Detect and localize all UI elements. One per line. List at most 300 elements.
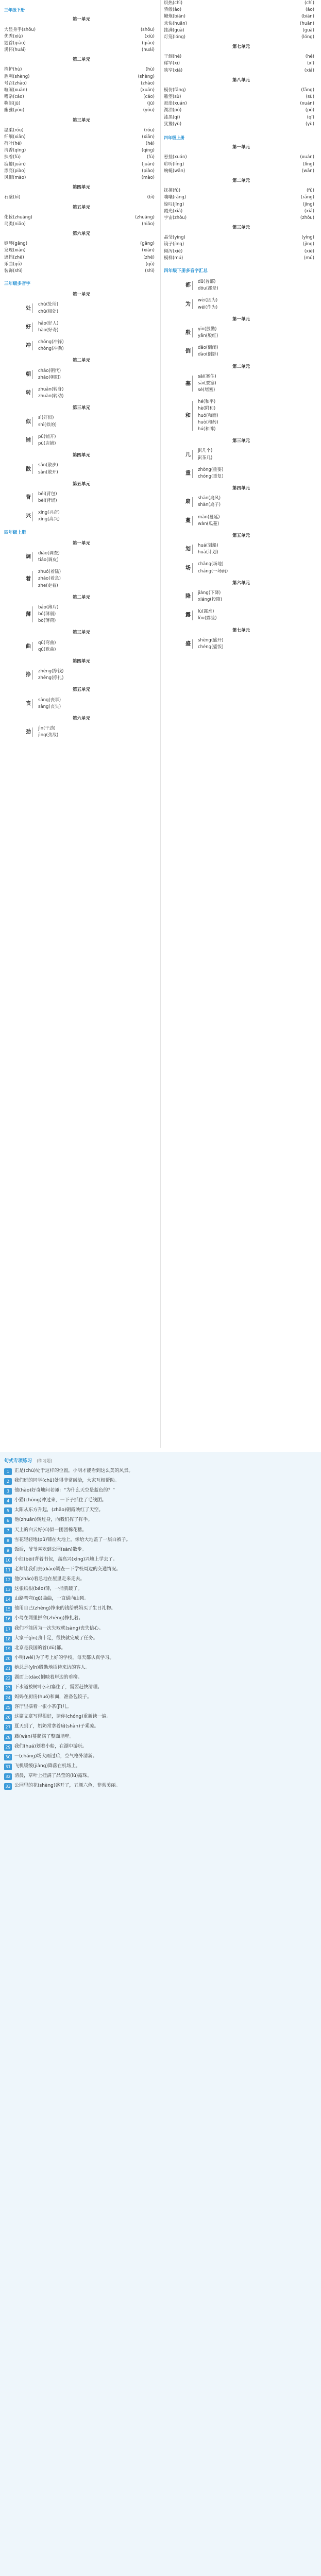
word-row [164,194,318,201]
sentence-number: 23 [4,1685,12,1691]
polyphone-readings [38,415,159,428]
word-item: 悬崖(xuán) [164,101,187,107]
polyphone-group [164,374,318,394]
unit-title: 第六单元 [72,231,90,237]
polyphone-readings [198,279,318,292]
polyphone-group [164,590,318,603]
sentence-number: 10 [4,1557,12,1564]
word-item: 漆黑(qī) [164,114,180,120]
polyphone-reading: zhèng(挣钱) [38,669,64,674]
word-row [164,248,318,255]
polyphone-group [164,637,318,651]
sentence-text: 夏天到了，奶奶常拿着扇(shàn)子乘凉。 [14,1724,99,1730]
sentence-item [4,1546,314,1554]
polyphone-char: 处 [26,305,31,311]
sentence-item [4,1634,314,1643]
word-row [4,194,159,201]
unit-title: 第八单元 [232,77,250,83]
sentence-text: 雪花轻轻地(pū)铺在大地上，像给大地盖了一层白被子。 [14,1537,131,1543]
polyphone-reading: pù(店铺) [38,440,56,446]
unit-title: 第三单元 [72,117,90,123]
word-item: 骄傲(ào) [164,7,182,13]
unit-title: 第一单元 [72,292,90,298]
word-row [4,107,159,114]
polyphone-reading: wèi(因为) [198,298,218,303]
polyphone-reading: hào(好奇) [38,327,59,333]
polyphone-group [164,467,318,480]
sentence-item [4,1477,314,1485]
word-row [4,268,159,275]
sentence-text: 飞机缓缓(jiàng)降落在机场上。 [14,1763,80,1769]
polyphone-reading: zhuàn(转动) [38,394,64,399]
sentence-text: 小鸟在网里拼命(zhēng)挣扎着。 [14,1616,83,1621]
polyphone-reading: wàn(瓜蔓) [198,521,219,527]
right-column [164,0,318,656]
polyphone-reading: shèng(盛开) [198,637,224,643]
sentence-number: 18 [4,1636,12,1642]
word-item: 掩护(hù) [4,67,22,73]
word-item: 倾泻(xiè) [164,248,183,254]
word-item: 翘首(qiào) [4,40,26,46]
unit-title: 第四单元 [72,185,90,191]
word-row [164,27,318,34]
word-item: 清香(qīng) [4,148,26,154]
sentence-text: 他(zhuǎn)转过身，向我们挥了挥手。 [14,1517,93,1523]
word-item: 鞭炮(biān) [164,14,185,20]
polyphone-reading: màn(蔓延) [198,514,220,520]
word-row [4,175,159,181]
word-row [164,94,318,100]
polyphone-readings [198,543,318,556]
sentence-number: 2 [4,1478,12,1485]
unit-title: 第二单元 [72,57,90,63]
word-answer: (xiá) [304,208,314,214]
polyphone-reading: zháo(着急) [38,576,61,582]
word-row [4,214,159,221]
word-answer: (hé) [305,54,314,60]
word-item: 荷叶(hé) [4,141,22,147]
polyphone-group [4,668,159,682]
word-item: 晶莹(yíng) [164,235,185,241]
polyphone-reading: bēi(背包) [38,491,57,497]
polyphone-reading: zhuó(着陆) [38,569,61,575]
unit-title: 第二单元 [72,358,90,364]
sentence-number: 3 [4,1488,12,1495]
sentence-text: 我们班的同学(chǔ)处得非常融洽，大家互相帮助。 [14,1478,120,1484]
sentence-item [4,1644,314,1653]
sentence-item [4,1664,314,1672]
polyphone-reading: dǎo(倒闭) [198,345,218,351]
sentence-item [4,1762,314,1771]
word-item: 抚摸(fǔ) [164,188,181,194]
word-row [164,54,318,60]
unit-title: 第四单元 [72,453,90,459]
polyphone-reading: cháng(一场雨) [198,568,228,574]
bracket-line [192,639,193,649]
word-answer: (fǔ) [306,188,314,194]
word-row [164,0,318,7]
polyphone-reading: diào(调查) [38,550,60,556]
bracket-line [32,323,33,332]
bracket-line [32,512,33,521]
word-answer: (mào) [141,175,155,180]
polyphone-reading: sāi(塞住) [198,374,216,379]
word-row [164,107,318,114]
polyphone-group [4,550,159,564]
polyphone-readings [198,467,318,480]
sentence-text: 下水道被树叶(sè)塞住了，需要赶快清理。 [14,1685,103,1690]
polyphone-reading: qū(弯曲) [38,640,56,646]
bracket-line [32,493,33,502]
polyphone-readings [38,510,159,523]
word-answer: (mú) [303,255,314,261]
word-answer: (pō) [305,108,314,113]
word-item: 大显身手(shǒu) [4,27,36,32]
sentence-item [4,1565,314,1574]
sentence-item [4,1673,314,1682]
word-row [164,234,318,241]
word-answer: (shì) [145,268,155,274]
sentence-number: 16 [4,1616,12,1622]
word-item: 幽雅(yōu) [4,108,25,113]
polyphone-reading: hǎo(好人) [38,320,59,326]
sentence-text: 小明(wèi)为了考上好的学校，每天都认真学习。 [14,1655,114,1660]
polyphone-group [164,297,318,311]
polyphone-readings [198,561,318,574]
sentence-item [4,1782,314,1790]
word-row [164,7,318,13]
word-row [4,100,159,107]
word-answer: (jīng) [302,201,314,207]
word-item: 嚷嚷(rǎng) [164,195,187,200]
sentence-text: 藤(wàn)蔓爬满了整面墙壁。 [14,1734,74,1739]
word-answer: (huái) [142,47,155,53]
word-row [4,80,159,87]
word-item: 欢快(huān) [164,21,188,26]
polyphone-readings [38,434,159,447]
sentence-item [4,1772,314,1781]
sentence-text: 清晨，草叶上挂满了晶莹的(lù)露珠。 [14,1773,92,1778]
word-answer: (xuán) [300,155,314,160]
word-answer: (jìng) [302,242,314,247]
word-row [164,114,318,121]
polyphone-reading: yīn(殷勤) [198,326,217,332]
word-answer: (xuán) [300,101,314,107]
polyphone-char: 场 [185,565,191,571]
bracket-line [32,341,33,350]
column-divider [160,0,161,1448]
sentence-text: 客厅里摆着一张小茶(jī)几。 [14,1704,72,1710]
polyphone-reading: sāng(丧事) [38,697,61,703]
sentence-item [4,1486,314,1495]
sentence-item [4,1683,314,1692]
sentence-text: 他(hào)好奇地问老师：“为什么天空是蓝色的？” [14,1488,115,1494]
polyphone-readings [38,339,159,352]
polyphone-group [164,543,318,556]
word-answer: (yù) [305,121,314,127]
word-answer: (xiù) [144,33,155,39]
polyphone-group [4,320,159,334]
word-item: 聆听(líng) [164,161,184,167]
polyphone-reading: wéi(作为) [198,304,218,310]
polyphone-readings [38,640,159,653]
polyphone-reading: dū(首都) [198,279,216,285]
sentence-text: 我们不能因为一次失败就(sàng)丧失信心。 [14,1625,104,1631]
section-title: 四年级上册 [4,530,26,535]
bracket-line [32,436,33,445]
bracket-line [192,450,193,459]
polyphone-reading: huà(计划) [198,550,218,555]
polyphone-char: 好 [26,324,31,330]
sentence-text: 我们(huá)划着小船，在湖中游玩。 [14,1743,87,1749]
polyphone-group [164,514,318,528]
sentence-text: 小猫(chōng)冲过来，一下子抓住了毛线团。 [14,1498,107,1503]
polyphone-reading: zhāo(朝阳) [38,375,61,380]
polyphone-readings [38,491,159,504]
unit-title: 第三单元 [232,438,250,444]
unit-title: 第二单元 [232,364,250,369]
word-answer: (hù) [145,67,155,73]
polyphone-group [4,697,159,710]
word-answer: (rǎng) [300,195,314,200]
polyphone-char: 着 [26,576,31,582]
word-item: 钢琴(gāng) [4,241,28,247]
unit-title: 第五单元 [72,205,90,210]
word-row [164,255,318,262]
polyphone-readings [198,297,318,311]
unit-title: 第三单元 [72,630,90,636]
polyphone-reading: jiàng(下降) [198,590,221,596]
word-item: 嘈杂(cáo) [4,94,24,100]
word-row [4,94,159,100]
polyphone-group [164,279,318,292]
polyphone-readings [198,495,318,509]
word-row [164,161,318,168]
polyphone-char: 盛 [185,641,191,647]
polyphone-char: 朝 [26,371,31,378]
word-row [4,87,159,94]
unit-title: 第二单元 [72,595,90,600]
bracket-line [192,299,193,309]
sentence-number: 12 [4,1577,12,1583]
sentence-number: 13 [4,1586,12,1593]
bracket-line [32,606,33,623]
word-row [4,168,159,175]
polyphone-readings [38,725,159,739]
sentence-number: 5 [4,1507,12,1514]
polyphone-reading: chéng(盛饭) [198,644,224,650]
polyphone-char: 和 [185,413,191,419]
polyphone-readings [198,345,318,358]
word-row [4,221,159,228]
word-row [4,141,159,147]
polyphone-group [164,326,318,340]
polyphone-group [4,725,159,739]
polyphone-char: 几 [185,451,191,457]
polyphone-reading: shì(似的) [38,422,57,428]
sentence-text: 一(cháng)场大雨过后，空气格外清新。 [14,1753,97,1759]
polyphone-reading: hú(和牌) [198,426,216,432]
word-item: 装饰(shì) [4,268,23,274]
bracket-line [192,281,193,290]
sentence-item [4,1585,314,1594]
sentence-number: 28 [4,1734,12,1741]
polyphone-char: 殷 [185,330,191,336]
polyphone-reading: xīng(兴奋) [38,510,60,516]
word-item: 石壁(bì) [4,195,21,200]
polyphone-reading: huó(和面) [198,413,218,418]
polyphone-readings [198,399,318,433]
sentence-number: 24 [4,1694,12,1701]
word-item: 霞光(xiá) [164,208,183,214]
polyphone-reading: zhe(走着) [38,583,58,588]
word-item: 满怀(huái) [4,47,26,53]
polyphone-char: 露 [185,612,191,618]
polyphone-readings [38,697,159,710]
sentence-item [4,1654,314,1663]
word-answer: (qī) [307,114,314,120]
polyphone-reading: hé(和平) [198,399,216,405]
word-row [4,40,159,47]
polyphone-reading: zhēng(挣扎) [38,675,64,681]
word-answer: (chì) [304,1,314,6]
word-answer: (juàn) [142,161,155,167]
word-row [4,27,159,33]
polyphone-reading: sì(好似) [38,415,54,421]
word-answer: (xuān) [140,87,155,93]
bracket-line [192,563,193,572]
unit-title: 第六单元 [232,580,250,586]
polyphone-readings [198,326,318,340]
word-row [164,21,318,27]
word-item: 鞠躬(jū) [4,101,21,107]
sentence-item [4,1703,314,1711]
word-row [4,154,159,161]
polyphone-reading: chòng(冲劲) [38,346,64,352]
sentence-item [4,1733,314,1741]
unit-title: 第一单元 [232,145,250,150]
polyphone-group [164,561,318,574]
word-item: 稀罕(xī) [164,61,180,66]
unit-title: 第一单元 [72,540,90,546]
word-row [164,168,318,175]
sentence-number: 26 [4,1714,12,1721]
sentence-number: 8 [4,1537,12,1544]
word-answer: (qīng) [141,148,155,154]
sentence-item [4,1693,314,1702]
bracket-line [32,699,33,708]
word-row [4,127,159,134]
polyphone-readings [38,604,159,625]
sentence-item [4,1526,314,1535]
sentence-item [4,1614,314,1623]
sentence-item [4,1595,314,1603]
word-row [4,134,159,141]
polyphone-reading: xìng(高兴) [38,517,60,522]
word-answer: (guà) [302,27,314,33]
word-answer: (piào) [142,168,155,174]
polyphone-char: 塞 [185,380,191,386]
polyphone-char: 转 [26,390,31,396]
word-answer: (qǔ) [145,261,155,267]
polyphone-group [4,339,159,352]
polyphone-group [164,495,318,509]
polyphone-reading: chǔ(相处) [38,309,59,314]
polyphone-reading: dào(倒影) [198,352,218,358]
word-row [4,66,159,73]
sentence-number: 9 [4,1547,12,1554]
unit-title: 第五单元 [72,687,90,693]
word-answer: (cáo) [143,94,155,100]
polyphone-char: 背 [26,495,31,501]
polyphone-readings [38,462,159,476]
polyphone-reading: qǔ(歌曲) [38,647,56,652]
word-answer: (xī) [307,61,314,66]
sentence-item [4,1604,314,1613]
polyphone-reading: lòu(露脸) [198,616,217,621]
word-item: 挂满(guà) [164,27,184,33]
bracket-line [32,727,33,737]
polyphone-reading: pū(铺开) [38,434,56,439]
polyphone-group [4,462,159,476]
word-item: 灯笼(lóng) [164,34,185,40]
polyphone-reading: tiáo(调皮) [38,557,59,563]
polyphone-readings [38,386,159,400]
sentence-item [4,1713,314,1721]
word-row [164,100,318,107]
sentence-number: 22 [4,1675,12,1682]
polyphone-reading: shān(扇风) [198,496,221,501]
polyphone-reading: shàn(扇子) [198,502,221,508]
sentence-item [4,1624,314,1633]
unit-title: 第一单元 [72,17,90,23]
polyphone-group [164,399,318,433]
word-item: 乐曲(qǔ) [4,261,22,267]
polyphone-reading: sǎn(散步) [38,463,58,468]
word-item: 遮挡(zhē) [4,255,24,260]
polyphone-char: 薄 [26,611,31,617]
sentence-text: 老师让我们去(diào)调查一下学校周边的交通情况。 [14,1566,121,1572]
word-answer: (xiàn) [142,248,155,253]
bracket-line [192,376,193,392]
sentence-text: 他用自己(zhèng)挣来的钱给妈妈买了生日礼物。 [14,1606,116,1612]
unit-title: 第四单元 [232,486,250,492]
word-row [164,13,318,20]
section-title: 三年级多音字 [4,281,31,287]
polyphone-reading: hè(附和) [198,406,216,412]
sentence-item [4,1516,314,1524]
sentence-number: 31 [4,1764,12,1770]
sentence-item [4,1752,314,1761]
unit-title: 第一单元 [232,316,250,322]
practice-header [4,1457,317,1464]
bracket-line [32,303,33,313]
sentence-number: 21 [4,1665,12,1672]
sentence-number: 15 [4,1606,12,1613]
word-row [4,161,159,168]
sentence-text: 这篇文章写得很好，请你(chóng)重新读一遍。 [14,1714,111,1720]
polyphone-reading: huá(划船) [198,543,218,549]
sentence-text: 正是(chù)处于这样的位置，小明才能看到这么美的风景。 [14,1468,133,1473]
sentence-text: 这张纸很(báo)薄，一捅就破了。 [14,1586,82,1592]
word-item: 纤细(xiān) [4,134,26,140]
polyphone-char: 兴 [26,513,31,519]
sentence-item [4,1536,314,1545]
unit-title: 第四单元 [72,658,90,664]
word-answer: (wān) [301,168,314,174]
word-row [164,208,318,215]
word-item: 喧闹(xuān) [4,87,27,93]
